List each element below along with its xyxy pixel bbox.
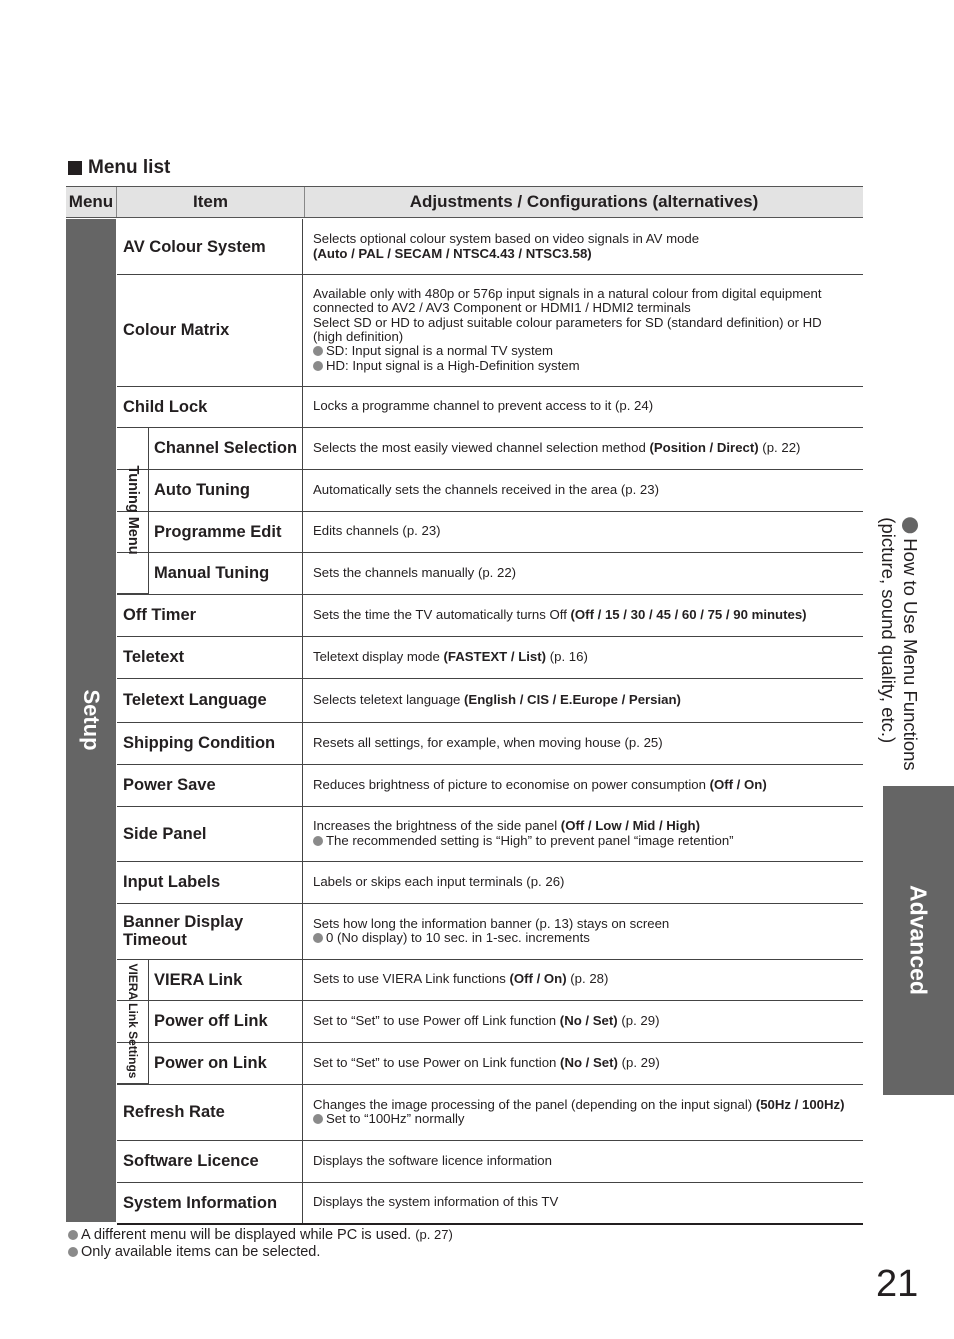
row-item-label: VIERA Link <box>149 959 303 1000</box>
row-description <box>304 1140 863 1182</box>
side-section-text <box>877 517 921 770</box>
table-row <box>117 552 863 595</box>
description-text: (p. 29) <box>617 1012 660 1028</box>
description-text: (p. 16) <box>546 648 588 664</box>
row-item-label: Channel Selection <box>149 427 303 469</box>
group-label-viera: VIERA Link Settings <box>125 963 140 1079</box>
description-line <box>313 819 859 833</box>
footnote-1 <box>68 1227 453 1243</box>
menu-label-setup: Setup <box>79 689 104 751</box>
description-line <box>313 287 859 301</box>
row-item-label: Input Labels <box>117 861 303 903</box>
description-line <box>313 359 859 373</box>
description-text: Select SD or HD to adjust suitable colour parameters for SD (standard definition) or HD <box>313 314 822 330</box>
table-row <box>117 959 863 1001</box>
bullet-dot-icon <box>68 1247 78 1257</box>
row-item-label: Manual Tuning <box>149 552 303 594</box>
description-text: Set to “Set” to use Power on Link function <box>313 1054 561 1070</box>
table-row <box>117 903 863 960</box>
description-text: 0 (No display) to 10 sec. in 1-sec. increments <box>326 930 590 945</box>
row-description <box>304 427 863 469</box>
description-text: Displays the software licence information <box>313 1152 552 1168</box>
description-line <box>313 1098 859 1112</box>
description-line <box>313 1154 859 1168</box>
description-text: Reduces brightness of picture to economise on power consumption <box>313 776 710 792</box>
header-menu: Menu <box>66 187 117 217</box>
description-text: Set to “Set” to use Power off Link function <box>313 1012 560 1028</box>
description-text: Sets how long the information banner (p. 13) stays on screen <box>313 915 670 931</box>
description-text: Set to “100Hz” normally <box>326 1111 465 1126</box>
table-row <box>117 219 863 275</box>
description-text: Sets the time the TV automatically turns Off <box>313 606 571 622</box>
description-text: Selects teletext language <box>313 691 465 707</box>
row-item-label: Refresh Rate <box>117 1084 303 1140</box>
row-description <box>304 1042 863 1084</box>
row-item-label: Power off Link <box>149 1000 303 1042</box>
row-item-label: Teletext <box>117 636 303 678</box>
table-row <box>117 636 863 679</box>
description-line <box>313 316 859 330</box>
row-description <box>304 1182 863 1223</box>
row-item-label: Colour Matrix <box>117 274 303 386</box>
description-text: (Off / On) <box>509 971 567 987</box>
row-item-label: Teletext Language <box>117 678 303 722</box>
row-item-label: AV Colour System <box>117 219 303 274</box>
row-description <box>304 861 863 903</box>
bullet-dot-icon <box>313 836 323 846</box>
description-text: (p. 22) <box>758 439 801 455</box>
row-item-label: Banner Display Timeout <box>117 903 303 959</box>
table-row <box>117 427 863 470</box>
table-row <box>117 678 863 723</box>
description-text: HD: Input signal is a High-Definition system <box>326 357 580 373</box>
description-text: Changes the image processing of the panel (depending on the input signal) <box>313 1096 756 1112</box>
description-text: Selects optional colour system based on video signals in AV mode <box>313 231 700 247</box>
footnote-2-text: Only available items can be selected. <box>81 1244 321 1260</box>
row-item-label: Shipping Condition <box>117 722 303 764</box>
description-text: (Off / 15 / 30 / 45 / 60 / 75 / 90 minutes) <box>570 606 807 622</box>
description-line <box>313 1014 859 1028</box>
row-description <box>304 959 863 1000</box>
bullet-dot-icon <box>68 1230 78 1240</box>
description-text: connected to AV2 / AV3 Component or HDMI1 / HDMI2 terminals <box>313 300 691 316</box>
section-title <box>68 157 170 179</box>
description-line <box>313 566 859 580</box>
section-title-text: Menu list <box>88 157 171 178</box>
description-line <box>313 972 859 986</box>
row-description <box>304 386 863 427</box>
footnote-1-text: A different menu will be displayed while PC is used. <box>81 1227 412 1243</box>
group-tuning-menu <box>117 427 149 594</box>
description-text: Resets all settings, for example, when moving house (p. 25) <box>313 734 663 750</box>
description-text: (high definition) <box>313 329 404 344</box>
row-description <box>304 1084 863 1140</box>
description-text: Sets the channels manually (p. 22) <box>313 564 517 580</box>
description-line <box>313 344 859 358</box>
row-description <box>304 722 863 764</box>
description-text: Selects the most easily viewed channel selection method <box>313 439 650 455</box>
table-row <box>117 274 863 387</box>
table-header <box>66 186 863 218</box>
description-line <box>313 1195 859 1209</box>
table-row <box>117 861 863 904</box>
description-line <box>313 441 859 455</box>
description-text: (FASTEXT / List) <box>443 648 547 664</box>
table-row <box>117 511 863 553</box>
row-item-label: Off Timer <box>117 594 303 636</box>
side-text-line1: How to Use Menu Functions <box>900 538 921 771</box>
row-description <box>304 511 863 552</box>
description-line <box>313 693 859 707</box>
row-item-label: Child Lock <box>117 386 303 427</box>
row-item-label: System Information <box>117 1182 303 1223</box>
bullet-dot-icon <box>313 346 323 356</box>
side-text-line2: (picture, sound quality, etc.) <box>878 517 899 744</box>
description-line <box>313 650 859 664</box>
description-line <box>313 608 859 622</box>
description-line <box>313 834 859 848</box>
description-text: The recommended setting is “High” to prevent panel “image retention” <box>326 832 734 848</box>
description-text: (Off / On) <box>709 776 767 792</box>
row-description <box>304 636 863 678</box>
description-line <box>313 1056 859 1070</box>
header-item: Item <box>117 187 305 217</box>
description-text: Edits channels (p. 23) <box>313 523 441 539</box>
description-text: (No / Set) <box>559 1012 618 1028</box>
description-line <box>313 330 859 344</box>
description-text: (50Hz / 100Hz) <box>755 1096 845 1112</box>
row-description <box>304 764 863 806</box>
table-row <box>117 1000 863 1043</box>
row-item-label: Auto Tuning <box>149 469 303 511</box>
group-label-tuning: Tuning Menu <box>124 465 141 555</box>
description-line <box>313 917 859 931</box>
row-description <box>304 806 863 861</box>
description-line <box>313 931 859 945</box>
table-row <box>117 722 863 765</box>
group-viera-link <box>117 959 149 1084</box>
description-line <box>313 1112 859 1126</box>
description-text: Automatically sets the channels received in the area (p. 23) <box>313 481 659 497</box>
description-text: Labels or skips each input terminals (p. 26) <box>313 873 565 889</box>
header-rule <box>66 217 863 218</box>
description-text: (No / Set) <box>560 1054 618 1070</box>
description-text: (p. 29) <box>617 1054 660 1070</box>
table-row <box>117 1084 863 1141</box>
description-text: Displays the system information of this TV <box>313 1194 559 1210</box>
description-text: (English / CIS / E.Europe / Persian) <box>464 691 681 707</box>
row-description <box>304 594 863 636</box>
bullet-dot-icon <box>902 517 918 533</box>
description-text: SD: Input signal is a normal TV system <box>326 343 553 359</box>
row-item-label: Side Panel <box>117 806 303 861</box>
description-text: (Auto / PAL / SECAM / NTSC4.43 / NTSC3.58) <box>313 245 592 261</box>
table-row <box>117 1042 863 1085</box>
description-line <box>313 301 859 315</box>
table-row <box>117 1140 863 1183</box>
description-line <box>313 875 859 889</box>
row-item-label: Power Save <box>117 764 303 806</box>
description-line <box>313 736 859 750</box>
description-line <box>313 524 859 538</box>
row-item-label: Power on Link <box>149 1042 303 1084</box>
row-description <box>304 552 863 594</box>
bullet-dot-icon <box>313 933 323 943</box>
table-row <box>117 469 863 512</box>
bullet-dot-icon <box>313 361 323 371</box>
description-text: Teletext display mode <box>313 648 444 664</box>
square-bullet-icon <box>68 161 82 175</box>
description-text: Increases the brightness of the side panel <box>313 818 561 834</box>
description-line <box>313 483 859 497</box>
header-adjustments: Adjustments / Configurations (alternatives) <box>409 192 759 211</box>
footnote-1-ref: (p. 27) <box>415 1227 453 1242</box>
table-row <box>117 594 863 637</box>
bullet-dot-icon <box>313 1114 323 1124</box>
row-description <box>304 678 863 722</box>
page-number: 21 <box>876 1263 919 1305</box>
row-description <box>304 903 863 959</box>
row-description <box>304 1000 863 1042</box>
description-text: Available only with 480p or 576p input signals in a natural colour from digital equipment <box>313 286 822 302</box>
table-row <box>117 386 863 428</box>
table-row <box>117 764 863 807</box>
row-description <box>304 469 863 511</box>
table-row <box>117 1182 863 1225</box>
description-text: Locks a programme channel to prevent access to it (p. 24) <box>313 398 654 414</box>
row-description <box>304 219 863 274</box>
description-line <box>313 778 859 792</box>
row-description <box>304 274 863 386</box>
description-text: (Off / Low / Mid / High) <box>560 818 700 834</box>
description-line <box>313 247 859 261</box>
footnote-2 <box>68 1244 320 1260</box>
description-line <box>313 232 859 246</box>
description-text: (p. 28) <box>566 971 609 987</box>
row-item-label: Software Licence <box>117 1140 303 1182</box>
table-row <box>117 806 863 862</box>
description-line <box>313 399 859 413</box>
row-item-label: Programme Edit <box>149 511 303 552</box>
side-tab-label: Advanced <box>905 885 932 995</box>
description-text: (Position / Direct) <box>649 439 759 455</box>
description-text: Sets to use VIERA Link functions <box>313 971 510 987</box>
